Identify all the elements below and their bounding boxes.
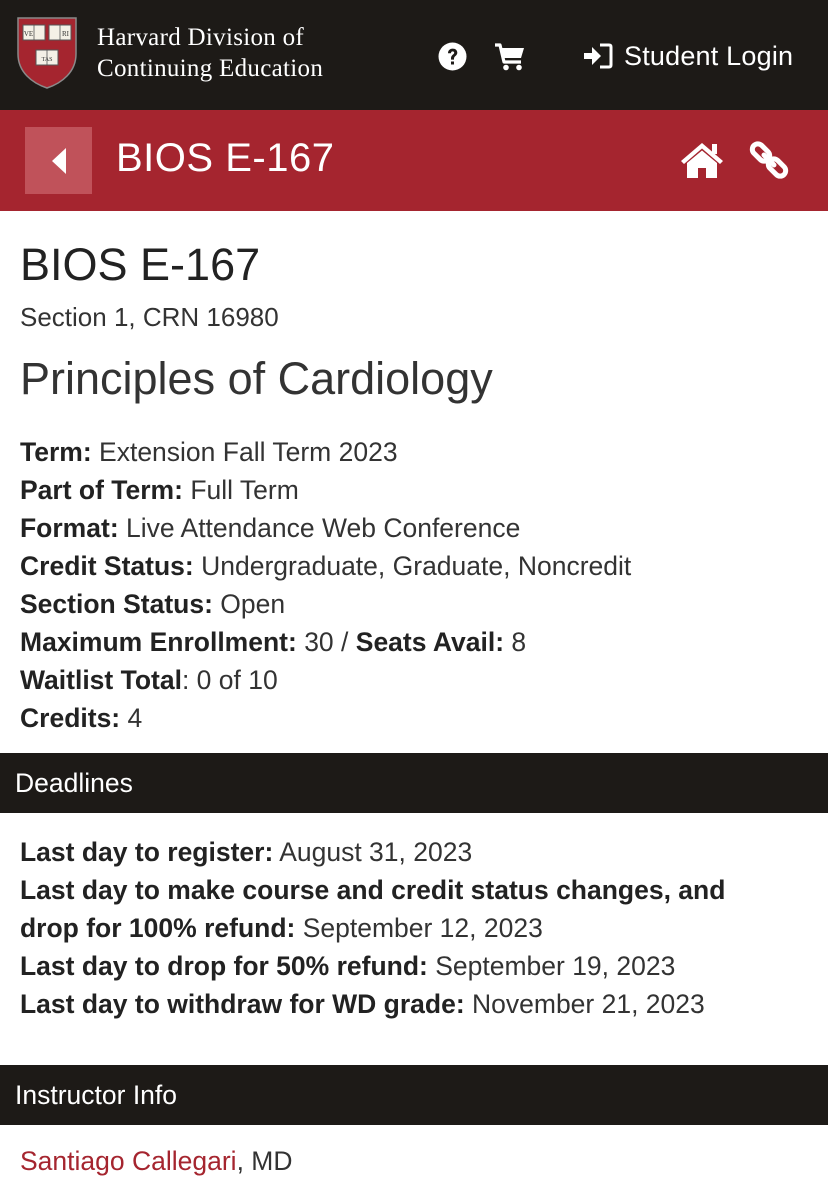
detail-term [20,433,631,471]
detail-value: 30 / [296,627,356,657]
back-button[interactable] [25,127,92,194]
detail-value: Extension Fall Term 2023 [91,437,398,467]
detail-label: Waitlist Total [20,665,182,695]
deadline-label: Last day to make course and credit status changes, and [20,875,726,905]
deadline-label: Last day to withdraw for WD grade: [20,989,465,1019]
detail-label: Section Status: [20,589,213,619]
instructor-info [20,1146,293,1177]
link-icon[interactable] [749,140,789,180]
course-title: Principles of Cardiology [20,353,493,404]
org-name-line1: Harvard Division of [97,24,305,51]
detail-value: Undergraduate, Graduate, Noncredit [193,551,632,581]
deadline-date: September 19, 2023 [427,951,676,981]
instructor-suffix: , MD [236,1146,293,1176]
deadline-register [20,833,810,871]
detail-section-status [20,585,631,623]
detail-value: Full Term [182,475,299,505]
detail-value: : 0 of 10 [181,665,278,695]
detail-label: Credits: [20,703,121,733]
detail-credits [20,699,631,737]
deadline-date: September 12, 2023 [295,913,543,943]
instructor-header: Instructor Info [0,1065,828,1125]
shield-text-ve: VE [23,30,34,38]
detail-value: 4 [120,703,143,733]
deadline-label: Last day to drop for 50% refund: [20,951,428,981]
harvard-shield-icon[interactable] [16,16,78,90]
detail-value: 8 [504,627,527,657]
detail-value: Live Attendance Web Conference [118,513,521,543]
deadline-changes [20,871,810,947]
instructor-name-link[interactable]: Santiago Callegari [20,1146,237,1176]
org-name-line2: Continuing Education [97,55,324,82]
detail-credit-status [20,547,631,585]
course-bar-title: BIOS E-167 [116,136,335,180]
help-icon[interactable] [438,42,467,71]
section-crn: Section 1, CRN 16980 [20,302,279,332]
deadline-label: drop for 100% refund: [20,913,296,943]
home-icon[interactable] [679,140,725,180]
course-code-heading: BIOS E-167 [20,239,261,290]
org-name[interactable] [97,22,323,84]
detail-waitlist [20,661,631,699]
student-login-button[interactable] [583,36,793,76]
top-header [0,0,828,110]
course-bar [0,110,828,211]
course-details [20,433,631,737]
shield-text-ri: RI [62,30,69,38]
detail-label: Format: [20,513,119,543]
detail-label: Maximum Enrollment: [20,627,297,657]
cart-icon[interactable] [494,43,526,71]
student-login-label: Student Login [624,40,794,71]
deadlines-header: Deadlines [0,753,828,813]
deadline-label: Last day to register: [20,837,274,867]
shield-text-tas: TAS [41,57,53,63]
detail-enrollment [20,623,631,661]
sign-in-icon [583,43,613,69]
deadline-date: November 21, 2023 [464,989,705,1019]
deadline-drop-50 [20,947,810,985]
detail-value: Open [212,589,286,619]
detail-label: Credit Status: [20,551,194,581]
deadline-withdraw [20,985,810,1023]
detail-format [20,509,631,547]
detail-label: Term: [20,437,92,467]
deadlines-list [20,833,810,1023]
detail-label: Seats Avail: [355,627,505,657]
detail-label: Part of Term: [20,475,183,505]
deadline-date: August 31, 2023 [273,837,473,867]
detail-part-of-term [20,471,631,509]
chevron-left-icon [49,147,69,175]
